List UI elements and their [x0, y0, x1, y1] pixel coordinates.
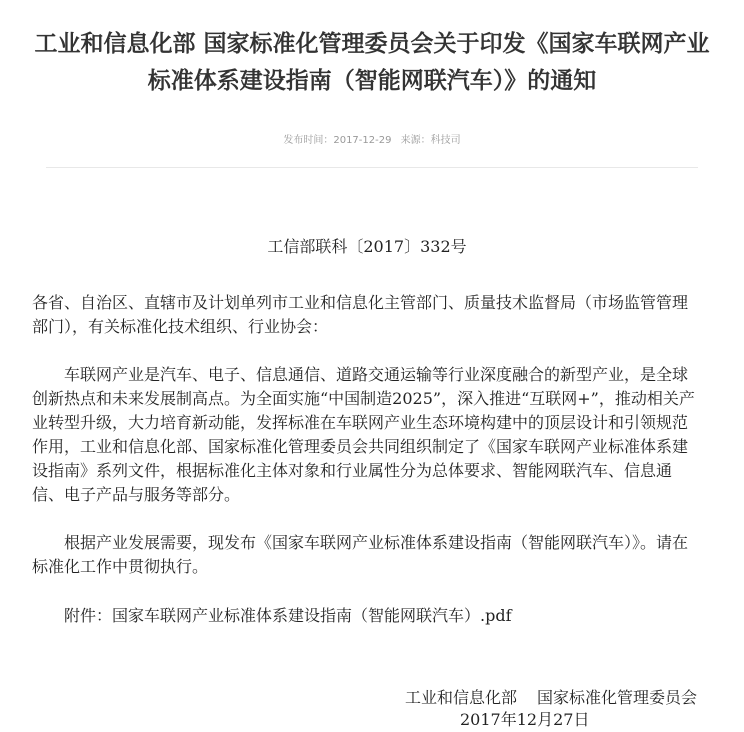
article-title — [30, 26, 714, 100]
article-title-line-2: 标准体系建设指南（智能网联汽车）》的通知 — [147, 68, 597, 94]
title-divider — [46, 167, 698, 168]
signature-date: 2017年12月27日 — [460, 710, 590, 729]
body-paragraph-2: 根据产业发展需要，现发布《国家车联网产业标准体系建设指南（智能网联汽车）》。请在标准化工作中贯彻执行。 — [32, 533, 689, 576]
article-title-line-1: 工业和信息化部 国家标准化管理委员会关于印发《国家车联网产业 — [34, 31, 710, 57]
attachment-label: 附件： — [64, 606, 113, 625]
document-number: 工信部联科〔2017〕332号 — [267, 237, 467, 256]
attachment-line — [32, 604, 702, 628]
article-meta — [30, 134, 714, 148]
publish-time: 发布时间：2017-12-29 — [283, 135, 392, 146]
body-paragraph-1: 车联网产业是汽车、电子、信息通信、道路交通运输等行业深度融合的新型产业，是全球创新热点和未来发展制高点。为全面实施“中国制造2025”，深入推进“互联网+”，推动相关产业转型升级，大力培育新动能，发挥标准在车联网产业生态环境构建中的顶层设计和引领规范作用，工业和信息化部、国家标准化管理委员会共同组织制定了《国家车联网产业标准体系建设指南》系列文件，根据标准化主体对象和行业属性分为总体要求、智能网联汽车、信息通信、电子产品与服务等部分。 — [32, 365, 695, 504]
addressee-paragraph: 各省、自治区、直辖市及计划单列市工业和信息化主管部门、质量技术监督局（市场监管管理部门），有关标准化技术组织、行业协会： — [32, 293, 689, 336]
article-body — [32, 230, 702, 628]
article-source: 来源：科技司 — [400, 135, 461, 146]
signature-org-1: 工业和信息化部 — [404, 688, 517, 707]
signature-block — [405, 686, 697, 710]
signature-org-2: 国家标准化管理委员会 — [536, 688, 697, 707]
attachment-link[interactable]: 国家车联网产业标准体系建设指南（智能网联汽车）.pdf — [112, 606, 512, 625]
